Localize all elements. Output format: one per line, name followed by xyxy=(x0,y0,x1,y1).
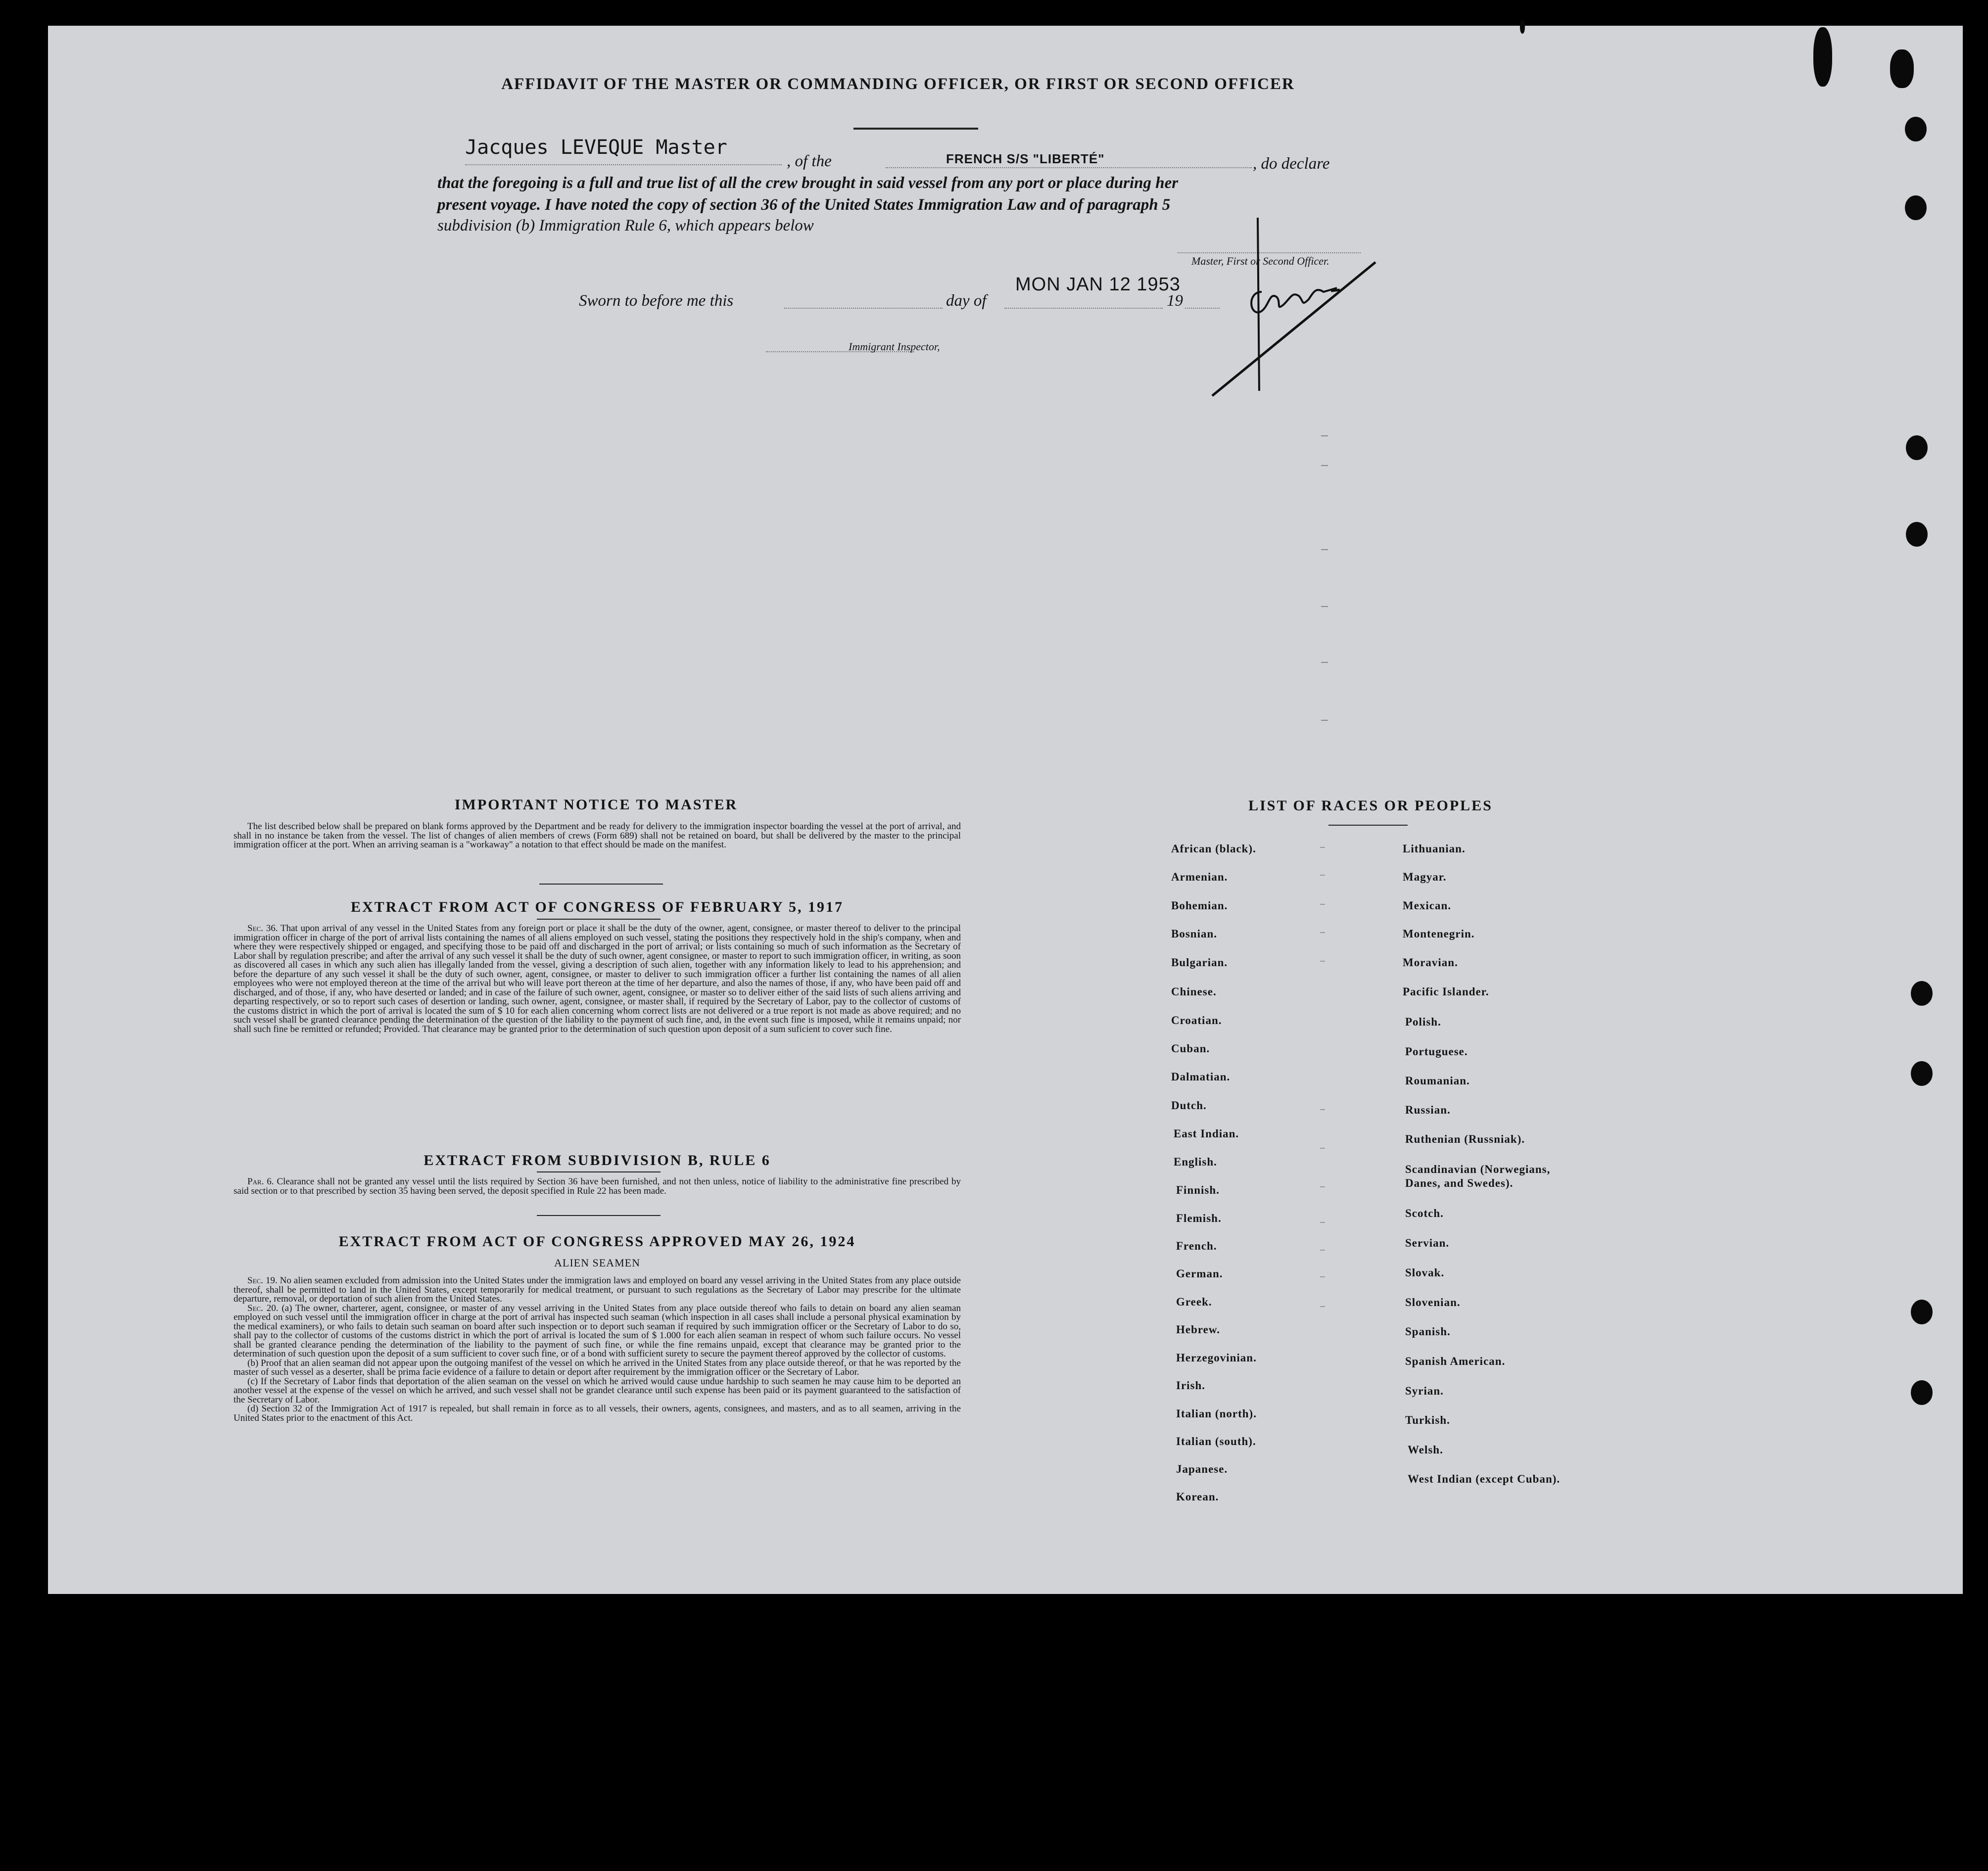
race-right-item: Slovenian. xyxy=(1405,1296,1461,1309)
race-right-item: Moravian. xyxy=(1403,956,1458,969)
sec36-text: That upon arrival of any vessel in the United States from any foreign port or place it shall be the duty of the owner, agent, consignee, or master thereof to deliver to the principal immigration officer in charge of the port of arrival lists containing the names of all aliens employed on such vessel, stating the positions they respectively hold in the ship's company, when and where they were respectively shipped or engaged, and specifying those to be paid off and discharged in the port of arrival; or lists containing so much of such information as the Secretary of Labor shall by regulation prescribe; and after the arrival of any such vessel it shall be the duty of such owner, agent consignee, or master to report to such immigration officer, in writing, as soon as discovered all cases in which any such alien has illegally landed from the vessel, giving a description of such alien, together with any information likely to lead to his apprehension; and before the departure of any such vessel it shall be the duty of such owner, agent, consignee, or master to deliver to such immigration officer a further list containing the names of all alien employees who were not employed thereon at the time of the arrival but who will leave port thereon at the time of her departure, and also the names of those, if any, who have been paid off and discharged, and of those, if any, who have deserted or landed; and in case of the failure of such owner, agent, consignee, or master so to deliver either of the said lists of such aliens arriving and departing respectively, or so to report such cases of desertion or landing, such owner, agent, consignee, or master shall, if required by the Secretary of Labor, pay to the collector of customs of the customs district in which the port of arrival is located the sum of $ 10 for each alien concerning whom correct lists are not delivered or a true report is not made as above required; and no such vessel shall be granted clearance pending the determination of the question of the liability to the payment of such fine, and, in the event such fine is imposed, while it remains unpaid; nor shall such fine be remitted or refunded; Provided. That clearance may be granted prior to the determination of such question upon deposit of a sum suficient to cover such fine. xyxy=(234,923,961,1034)
race-left-item: Bulgarian. xyxy=(1171,956,1228,969)
tick xyxy=(1320,932,1325,933)
tick xyxy=(1320,1109,1325,1110)
race-left-item: German. xyxy=(1176,1267,1223,1280)
of-the-text: , of the xyxy=(787,152,832,170)
race-right-item: Spanish American. xyxy=(1405,1355,1506,1367)
race-left-item: Irish. xyxy=(1176,1379,1206,1392)
title-rule xyxy=(853,128,978,130)
race-left-item: English. xyxy=(1174,1156,1217,1168)
race-right-item: Montenegrin. xyxy=(1403,928,1475,940)
race-right-item: Pacific Islander. xyxy=(1403,985,1489,998)
extract-1917-title: EXTRACT FROM ACT OF CONGRESS OF FEBRUARY 5, 1917 xyxy=(350,899,844,915)
tick xyxy=(1320,961,1325,962)
divider xyxy=(537,1215,661,1216)
race-left-item: East Indian. xyxy=(1174,1127,1239,1140)
sworn-text: Sworn to before me this xyxy=(579,292,734,310)
punch-hole xyxy=(1911,1061,1933,1086)
ship-name: FRENCH S/S "LIBERTÉ" xyxy=(946,151,1105,166)
race-left-item: Cuban. xyxy=(1171,1042,1210,1055)
par6-label: Par. 6. xyxy=(247,1176,274,1187)
race-left-item: Finnish. xyxy=(1176,1184,1220,1196)
margin-dash xyxy=(1321,549,1328,550)
race-left-item: Greek. xyxy=(1176,1296,1212,1308)
sec19-label: Sec. 19. xyxy=(247,1275,278,1286)
divider xyxy=(537,1171,661,1172)
tick xyxy=(1320,1222,1325,1223)
tick xyxy=(1320,1250,1325,1251)
race-left-item: Armenian. xyxy=(1171,871,1228,883)
ink-mark xyxy=(1520,20,1525,34)
notice-title: IMPORTANT NOTICE TO MASTER xyxy=(454,796,738,813)
sec36-block xyxy=(234,924,961,1034)
sec36-label: Sec. 36. xyxy=(247,923,278,934)
affidavit-line-2: that the foregoing is a full and true list of all the crew brought in said vessel from any port or place during her xyxy=(437,174,1179,192)
race-right-item: Portuguese. xyxy=(1405,1045,1468,1058)
race-left-item: Croatian. xyxy=(1171,1014,1222,1027)
tick xyxy=(1320,1186,1325,1187)
month-line xyxy=(1004,308,1163,309)
race-left-item: Bohemian. xyxy=(1171,899,1228,912)
sec20b-text: (b) Proof that an alien seaman did not appear upon the outgoing manifest of the vessel on which he arrived in the United States from any place outside thereof, or that he was reported by the master of such vessel as a deserter, shall be prima facie evidence of a failure to detain or deport after requirement by the immigration officer or the Secretary of Labor. xyxy=(234,1357,961,1377)
punch-hole xyxy=(1905,117,1927,141)
sec19-text: No alien seamen excluded from admission into the United States under the immigration laws and employed on board any vessel arriving in the United States from any place outside thereof, shall be permitted to land in the United States, except temporarily for medical treatment, or pursuant to such regulations as the Secretary of Labor may prescribe for the ultimate departure, removal, or deportation of such alien from the United States. xyxy=(234,1275,961,1304)
race-left-item: French. xyxy=(1176,1240,1217,1252)
margin-dash xyxy=(1321,465,1328,466)
race-right-item: Spanish. xyxy=(1405,1325,1451,1338)
master-name: Jacques LEVEQUE Master xyxy=(465,136,727,159)
race-right-item: Syrian. xyxy=(1405,1385,1444,1397)
race-left-item: Bosnian. xyxy=(1171,928,1218,940)
tick xyxy=(1320,904,1325,905)
race-left-item: Dalmatian. xyxy=(1171,1071,1231,1083)
extract-rule6-title: EXTRACT FROM SUBDIVISION B, RULE 6 xyxy=(424,1152,771,1169)
punch-hole xyxy=(1911,981,1933,1006)
signature xyxy=(1207,218,1385,401)
race-right-item: Scandinavian (Norwegians, Danes, and Swedes). xyxy=(1405,1163,1551,1189)
year-prefix: 19 xyxy=(1167,292,1183,310)
tick xyxy=(1320,1276,1325,1277)
signer-caption: Master, First or Second Officer. xyxy=(1191,255,1329,267)
race-left-item: Japanese. xyxy=(1176,1463,1228,1475)
divider xyxy=(537,919,661,920)
affidavit-title: AFFIDAVIT OF THE MASTER OR COMMANDING OFFICER, OR FIRST OR SECOND OFFICER xyxy=(501,75,1295,93)
race-left-item: Dutch. xyxy=(1171,1099,1207,1112)
sec20a-text: (a) The owner, charterer, agent, consignee, or master of any vessel arriving in the United States from any place outside thereof who fails to detain on board any alien seaman employed on such vessel until the immigration officer in charge at the port of arrival has inspected such seaman (which inspection in all cases shall include a personal physical examination by the medical examiners), or who fails to detain such seaman on board after such inspection or to deport such seaman if required by such immigration officer or the Secretary of Labor to do so, shall pay to the collector of customs of the customs district in which the port of arrival is located the sum of $ 1.000 for each alien seaman in respect of whom such failure occurs. No vessel shall be granted clearance pending the determination of the liability to the payment of such fine, or while the fine remains unpaid, except that clearance may be granted prior to the determination of such question upon the deposit of a sum sufficient to cover such fine, or of a bond with sufficient surety to secure the payment thereof approved by the collector of customs. xyxy=(234,1303,961,1359)
margin-dash xyxy=(1321,662,1328,663)
ink-mark xyxy=(1890,49,1914,88)
sec19-20-block xyxy=(234,1276,961,1423)
sec20c-text: (c) If the Secretary of Labor finds that deportation of the alien seaman on the vessel on which he arrived would cause undue hardship to such seamen he may cause him to be deported an another vessel at the expense of the vessel on which he arrived, and such vessel shall not be grandet clearance until such expense has been paid or its payment guaranteed to the satisfaction of the Secretary of Labor. xyxy=(234,1376,961,1405)
race-right-item: Welsh. xyxy=(1408,1444,1443,1456)
day-of-text: day of xyxy=(946,292,987,310)
race-right-item: West Indian (except Cuban). xyxy=(1408,1473,1561,1485)
race-right-item: Lithuanian. xyxy=(1403,842,1466,855)
extract-1924-title: EXTRACT FROM ACT OF CONGRESS APPROVED MAY 26, 1924 xyxy=(338,1233,856,1250)
race-right-item: Servian. xyxy=(1405,1237,1450,1249)
punch-hole xyxy=(1911,1380,1933,1405)
race-right-item: Scotch. xyxy=(1405,1207,1444,1219)
inspector-caption: Immigrant Inspector, xyxy=(849,340,940,353)
sec20-label: Sec. 20. xyxy=(247,1303,279,1313)
race-right-item: Roumanian. xyxy=(1405,1075,1470,1087)
margin-dash xyxy=(1321,435,1328,436)
ink-mark xyxy=(1813,27,1832,87)
race-right-item: Polish. xyxy=(1405,1016,1441,1028)
race-left-item: Italian (south). xyxy=(1176,1435,1256,1448)
punch-hole xyxy=(1905,195,1927,220)
race-right-item: Magyar. xyxy=(1403,871,1447,883)
par6-block xyxy=(234,1177,961,1196)
affidavit-line-3: present voyage. I have noted the copy of section 36 of the United States Immigration Law and of paragraph 5 xyxy=(437,196,1171,214)
punch-hole xyxy=(1911,1300,1933,1324)
race-right-item: Russian. xyxy=(1405,1104,1451,1116)
tick xyxy=(1320,875,1325,876)
notice-intro xyxy=(234,822,961,850)
race-left-item: Flemish. xyxy=(1176,1212,1222,1224)
tick xyxy=(1320,1148,1325,1149)
sec20d-text: (d) Section 32 of the Immigration Act of 1917 is repealed, but shall remain in force as to all vessels, their owners, agents, consignees, and masters, and as to all seamen, arriving in the United States prior to the enactment of this Act. xyxy=(234,1403,961,1423)
par6-text: Clearance shall not be granted any vessel until the lists required by Section 36 have been furnished, and not then unless, notice of liability to the administrative fine prescribed by said section or to that prescribed by section 35 having been served, the deposit specified in Rule 22 has been made. xyxy=(234,1176,961,1196)
races-title: LIST OF RACES OR PEOPLES xyxy=(1248,797,1493,814)
margin-dash xyxy=(1321,606,1328,607)
tick xyxy=(1320,1306,1325,1307)
race-right-item: Turkish. xyxy=(1405,1414,1450,1426)
race-right-item: Ruthenian (Russniak). xyxy=(1405,1133,1525,1145)
do-declare-text: , do declare xyxy=(1253,155,1330,173)
race-left-item: Italian (north). xyxy=(1176,1407,1257,1420)
sworn-line xyxy=(784,308,943,309)
race-left-item: African (black). xyxy=(1171,842,1256,855)
race-left-item: Korean. xyxy=(1176,1491,1219,1503)
notice-intro-text: The list described below shall be prepared on blank forms approved by the Department and be ready for delivery to the immigration inspector boarding the vessel at the port of arrival, and shall in no instance be taken from the vessel. The list of changes of alien members of crews (Form 689) shall not be retained on board, but shall be delivered by the master to the principal immigration officer at the port. When an arriving seaman is a "workaway" a notation to that effect should be made on the manifest. xyxy=(234,821,961,850)
race-left-item: Chinese. xyxy=(1171,985,1217,998)
date-stamp: MON JAN 12 1953 xyxy=(1015,274,1181,295)
race-right-item: Mexican. xyxy=(1403,899,1452,912)
punch-hole xyxy=(1906,435,1928,460)
divider xyxy=(539,884,663,885)
ship-line xyxy=(886,167,1252,168)
name-line xyxy=(465,164,782,165)
race-right-item: Slovak. xyxy=(1405,1266,1445,1279)
margin-dash xyxy=(1321,720,1328,721)
punch-hole xyxy=(1906,522,1928,547)
divider xyxy=(1328,825,1408,826)
affidavit-line-4: subdivision (b) Immigration Rule 6, which appears below xyxy=(437,217,814,234)
tick xyxy=(1320,847,1325,848)
race-left-item: Hebrew. xyxy=(1176,1323,1220,1336)
race-left-item: Herzegovinian. xyxy=(1176,1352,1257,1364)
alien-seamen-heading: ALIEN SEAMEN xyxy=(554,1257,640,1269)
